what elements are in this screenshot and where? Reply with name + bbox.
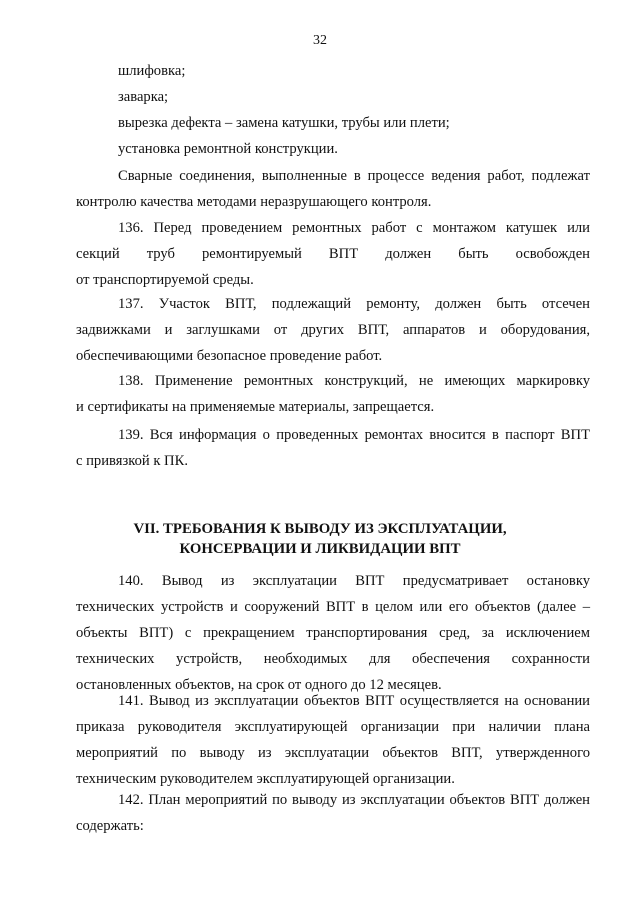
paragraph-line: 142. План мероприятий по выводу из эксплуатации объектов ВПТ должен [118, 792, 590, 808]
paragraph-line: технических устройств, необходимых для обеспечения сохранности [76, 651, 590, 667]
paragraph-line: и сертификаты на применяемые материалы, запрещается. [76, 399, 435, 415]
paragraph-line: содержать: [76, 818, 144, 834]
paragraph-137 [76, 291, 590, 369]
paragraph-line: 141. Вывод из эксплуатации объектов ВПТ осуществляется на основании [118, 693, 590, 709]
paragraph-line: 136. Перед проведением ремонтных работ с монтажом катушек или [118, 220, 590, 236]
paragraph-line: технических устройств и сооружений ВПТ в целом или его объектов (далее – [76, 599, 590, 615]
paragraph-line: Сварные соединения, выполненные в процессе ведения работ, подлежат [118, 168, 590, 184]
section-heading-line: КОНСЕРВАЦИИ И ЛИКВИДАЦИИ ВПТ [179, 541, 461, 557]
paragraph-140 [76, 568, 590, 698]
section-heading-line: VII. ТРЕБОВАНИЯ К ВЫВОДУ ИЗ ЭКСПЛУАТАЦИИ, [133, 521, 507, 537]
page-number: 32 [313, 33, 327, 48]
paragraph-line: контролю качества методами неразрушающего контроля. [76, 194, 432, 210]
paragraph-line: приказа руководителя эксплуатирующей организации при наличии плана [76, 719, 590, 735]
paragraph-138 [76, 368, 590, 420]
list-item: заварка; [118, 89, 169, 105]
paragraph-line: 137. Участок ВПТ, подлежащий ремонту, должен быть отсечен [118, 296, 590, 312]
paragraph-line: от транспортируемой среды. [76, 272, 254, 288]
paragraph-line: остановленных объектов, на срок от одного до 12 месяцев. [76, 677, 442, 693]
repair-methods-list [76, 58, 590, 162]
paragraph-line: с привязкой к ПК. [76, 453, 188, 469]
paragraph-welds [76, 163, 590, 215]
paragraph-line: секций труб ремонтируемый ВПТ должен быть освобожден [76, 246, 590, 262]
paragraph-line: 139. Вся информация о проведенных ремонтах вносится в паспорт ВПТ [118, 427, 590, 443]
list-item: шлифовка; [118, 63, 186, 79]
paragraph-line: техническим руководителем эксплуатирующей организации. [76, 771, 455, 787]
paragraph-line: 140. Вывод из эксплуатации ВПТ предусматривает остановку [118, 573, 590, 589]
paragraph-line: задвижками и заглушками от других ВПТ, аппаратов и оборудования, [76, 322, 590, 338]
section-heading [0, 519, 640, 559]
paragraph-139 [76, 422, 590, 474]
paragraph-line: 138. Применение ремонтных конструкций, не имеющих маркировку [118, 373, 590, 389]
paragraph-line: объекты ВПТ) с прекращением транспортирования сред, за исключением [76, 625, 590, 641]
list-item: вырезка дефекта – замена катушки, трубы или плети; [118, 115, 450, 131]
list-item: установка ремонтной конструкции. [118, 141, 338, 157]
paragraph-136 [76, 215, 590, 293]
paragraph-line: обеспечивающими безопасное проведение работ. [76, 348, 383, 364]
paragraph-line: мероприятий по выводу из эксплуатации объектов ВПТ, утвержденного [76, 745, 590, 761]
paragraph-141 [76, 688, 590, 792]
paragraph-142 [76, 787, 590, 839]
